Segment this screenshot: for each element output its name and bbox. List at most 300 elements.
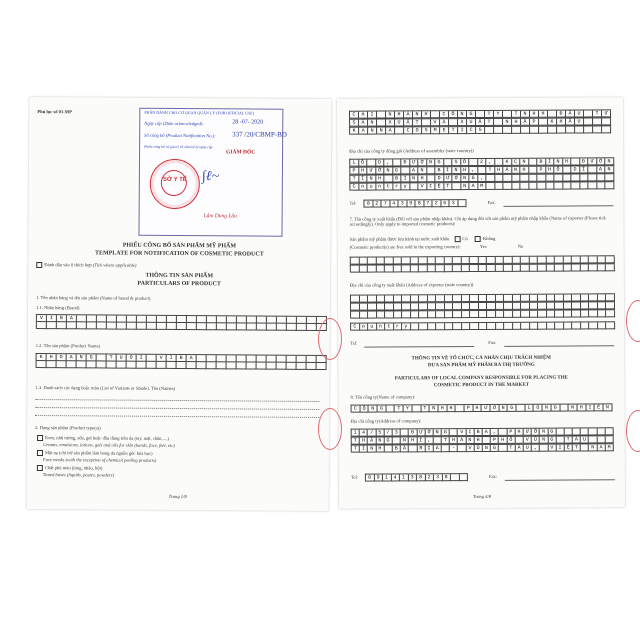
grid-cell	[57, 361, 67, 368]
grid-cell: H	[512, 119, 521, 126]
grid-cell: H	[520, 167, 529, 174]
grid-cell: V	[466, 445, 474, 452]
grid-cell	[581, 444, 589, 451]
grid-cell: /	[384, 429, 392, 436]
grid-cell: 4	[360, 430, 368, 437]
grid-cell	[247, 316, 257, 323]
question-1-1: 1.1. Nhãn hàng (Brand)	[35, 305, 80, 311]
grid-cell: A	[434, 445, 442, 452]
grid-cell	[410, 295, 419, 302]
grid-cell	[563, 295, 572, 302]
fax-line	[504, 345, 614, 347]
grid-cell	[563, 265, 572, 272]
grid-cell	[217, 316, 227, 323]
validity-label: Phiếu công bố có giá trị 05 năm kể từ ngày cấp	[144, 144, 213, 150]
grid-cell: C	[440, 111, 449, 118]
grid-cell	[548, 127, 557, 134]
grid-cell	[530, 127, 539, 134]
fax-label: Fax:	[487, 199, 496, 205]
grid-cell: N	[368, 120, 377, 127]
grid-cell	[297, 317, 307, 324]
grid-cell	[512, 175, 521, 182]
tick-note-text: Đánh dấu vào ô thích hợp	[44, 262, 92, 268]
grid-cell: H	[563, 159, 572, 166]
grid-cell	[453, 323, 462, 330]
grid-cell: N	[77, 354, 87, 361]
grid-cell	[359, 258, 368, 265]
grid-cell	[402, 257, 411, 264]
grid-cell	[566, 127, 575, 134]
grid-cell	[530, 323, 539, 330]
grid-cell	[427, 265, 436, 272]
grid-cell	[555, 265, 564, 272]
grid-cell: Á	[404, 111, 413, 118]
grid-cell	[384, 445, 392, 452]
grid-cell	[499, 445, 507, 452]
grid-cell: Ư	[444, 175, 453, 182]
grid-cell	[556, 437, 564, 444]
grid-cell	[257, 317, 267, 324]
section-title-en: PARTICULARS OF PRODUCT	[137, 280, 221, 288]
grid-cell	[495, 175, 504, 182]
grid-cell: N	[376, 438, 384, 445]
fax-label-2: Fax:	[488, 339, 497, 345]
grid-cell: N	[466, 437, 474, 444]
grid-cell: H	[475, 437, 483, 444]
option-1-en: Creams, emulsions, lotions, gels and oils for skin (hands, face, feet, etc)	[42, 442, 175, 448]
grid-cell	[307, 356, 317, 363]
grid-cell: u	[367, 184, 376, 191]
grid-cell: H	[422, 111, 431, 118]
grid-cell	[97, 322, 107, 329]
grid-cell	[547, 323, 556, 330]
grid-cell	[436, 257, 445, 264]
char-grid	[349, 181, 614, 190]
grid-cell	[476, 111, 485, 118]
grid-cell: U	[117, 355, 127, 362]
grid-cell: I	[458, 127, 467, 134]
grid-cell: ,	[425, 437, 433, 444]
grid-cell: T	[421, 405, 430, 412]
grid-cell: N	[605, 166, 614, 173]
grid-cell	[427, 257, 436, 264]
grid-cell: B	[393, 445, 401, 452]
grid-cell: H	[495, 167, 504, 174]
grid-cell: S	[422, 127, 431, 134]
section-en-2: COSMETIC PRODUCT IN THE MARKET	[433, 382, 530, 389]
grid-cell: Ư	[410, 159, 419, 166]
grid-cell	[521, 257, 530, 264]
grid-cell: I	[466, 429, 474, 436]
grid-cell: S	[350, 120, 359, 127]
grid-cell	[520, 183, 529, 190]
grid-cell	[436, 265, 445, 272]
grid-cell: V	[548, 445, 556, 452]
grid-cell	[461, 257, 470, 264]
grid-cell	[77, 315, 87, 322]
grid-cell	[412, 405, 421, 412]
grid-cell	[419, 257, 428, 264]
grid-cell	[427, 175, 436, 182]
grid-cell	[537, 175, 546, 182]
grid-cell: H	[359, 112, 368, 119]
grid-cell	[97, 354, 107, 361]
grid-cell	[67, 361, 77, 368]
grid-cell: G	[548, 437, 556, 444]
option-3	[37, 465, 103, 471]
grid-cell	[530, 311, 539, 318]
grid-cell: H	[530, 111, 539, 118]
grid-cell	[487, 295, 496, 302]
tel-line	[364, 346, 474, 348]
grid-cell	[419, 303, 428, 310]
grid-cell: 8	[442, 474, 451, 481]
grid-cell	[597, 264, 606, 271]
grid-cell	[593, 126, 602, 133]
grid-cell: N	[434, 429, 442, 436]
grid-cell	[402, 311, 411, 318]
grid-cell	[495, 159, 504, 166]
grid-cell: I	[167, 355, 177, 362]
grid-cell	[157, 323, 167, 330]
grid-cell	[197, 316, 207, 323]
grid-cell	[584, 126, 593, 133]
grid-cell	[598, 310, 607, 317]
grid-cell	[606, 322, 615, 329]
checkbox-icon	[37, 450, 43, 456]
grid-cell	[287, 363, 297, 370]
grid-cell: Đ	[401, 159, 410, 166]
grid-cell: I	[427, 183, 436, 190]
grid-cell: E	[440, 127, 449, 134]
char-grid	[350, 321, 615, 330]
grid-cell	[167, 362, 177, 369]
grid-cell: 7	[381, 200, 390, 207]
grid-cell	[227, 362, 237, 369]
grid-cell	[436, 311, 445, 318]
grid-cell	[547, 311, 556, 318]
grid-cell	[419, 311, 428, 318]
assembler-address-label: Địa chỉ của công ty đóng gói (Address of assembler (state country))	[349, 148, 474, 154]
grid-cell	[368, 258, 377, 265]
grid-cell	[307, 317, 317, 324]
grid-cell: P	[491, 437, 499, 444]
grid-cell: A	[597, 444, 605, 451]
grid-cell: N	[605, 158, 614, 165]
grid-cell: Ậ	[521, 119, 530, 126]
grid-cell	[359, 296, 368, 303]
grid-cell	[377, 111, 386, 118]
grid-cell	[359, 266, 368, 273]
grid-cell	[247, 323, 257, 330]
grid-cell	[207, 355, 217, 362]
grid-cell	[147, 323, 157, 330]
grid-cell: N	[499, 405, 508, 412]
notification-number-value: 337 /20/CBMP-BD	[232, 130, 287, 139]
grid-cell: Ố	[461, 159, 470, 166]
grid-cell	[537, 183, 546, 190]
grid-cell: r	[394, 323, 403, 330]
option-2-text: Mặt nạ (chỉ trừ sản phẩm làm bong da nguồn gốc hóa học)	[44, 450, 153, 456]
grid-cell: o	[359, 184, 368, 191]
grid-cell	[602, 126, 611, 133]
grid-cell	[445, 303, 454, 310]
grid-cell	[453, 303, 462, 310]
grid-cell	[470, 323, 479, 330]
grid-cell: L	[525, 405, 534, 412]
tel-label-3: Tel:	[350, 474, 359, 480]
official-seal-icon	[150, 159, 200, 209]
grid-cell: Đ	[409, 429, 417, 436]
grid-cell	[167, 323, 177, 330]
question-7b-text: Sản phẩm mỹ phẩm được lưu hành tại nước xuất khẩu	[349, 236, 450, 242]
grid-cell	[237, 362, 247, 369]
grid-cell	[598, 322, 607, 329]
grid-cell	[589, 264, 598, 271]
grid-cell: T	[573, 444, 581, 451]
grid-cell: Ê	[595, 404, 604, 411]
grid-cell: Ư	[417, 429, 425, 436]
grid-cell	[351, 304, 360, 311]
grid-cell	[117, 362, 127, 369]
grid-cell: 3	[434, 474, 443, 481]
grid-cell	[77, 361, 87, 368]
grid-cell	[546, 183, 555, 190]
grid-cell	[409, 445, 417, 452]
grid-cell	[257, 324, 267, 331]
grid-cell	[495, 265, 504, 272]
grid-cell: T	[107, 354, 117, 361]
grid-cell	[367, 160, 376, 167]
grid-cell: n	[377, 324, 386, 331]
grid-cell: H	[515, 429, 523, 436]
grid-cell	[504, 265, 513, 272]
grid-cell: O	[413, 127, 422, 134]
grid-cell: A	[67, 315, 77, 322]
grid-cell: N	[483, 445, 491, 452]
grid-cell	[402, 303, 411, 310]
section-en-1: PARTICULARS OF LOCAL COMPANY RESPONSIBLE FOR PLACING THE	[394, 375, 569, 382]
grid-cell: H	[409, 437, 417, 444]
grid-cell	[393, 295, 402, 302]
question-7c	[350, 244, 524, 250]
grid-cell	[478, 257, 487, 264]
grid-cell: V	[524, 437, 532, 444]
grid-cell: D	[435, 175, 444, 182]
grid-cell	[87, 322, 97, 329]
grid-cell	[521, 303, 530, 310]
grid-cell: G	[508, 405, 517, 412]
grid-cell	[589, 256, 598, 263]
grid-cell: Ờ	[532, 429, 540, 436]
grid-cell: 2	[432, 200, 441, 207]
grid-cell: V	[431, 119, 440, 126]
grid-cell	[377, 304, 386, 311]
grid-cell: K	[37, 354, 47, 361]
edge-seal-icon	[318, 318, 342, 360]
grid-cell	[67, 322, 77, 329]
grid-cell	[237, 316, 247, 323]
grid-cell: 2	[478, 159, 487, 166]
grid-cell: G	[87, 354, 97, 361]
grid-cell: N	[543, 405, 552, 412]
grid-cell	[428, 303, 437, 310]
grid-cell	[529, 295, 538, 302]
grid-cell	[580, 302, 589, 309]
grid-cell	[57, 322, 67, 329]
grid-cell	[580, 264, 589, 271]
grid-cell	[445, 323, 454, 330]
grid-cell: Ì	[444, 167, 453, 174]
grid-cell: C	[350, 112, 359, 119]
grid-cell: H	[47, 354, 57, 361]
grid-cell	[368, 296, 377, 303]
grid-cell: 3	[398, 200, 407, 207]
grid-cell: Ệ	[435, 183, 444, 190]
grid-cell: 8	[415, 200, 424, 207]
grid-cell	[483, 437, 491, 444]
grid-cell: N	[512, 167, 521, 174]
grid-cell	[548, 111, 557, 118]
exporter-address-grid	[337, 97, 623, 98]
grid-cell: K	[350, 128, 359, 135]
yes-label: Có	[462, 236, 468, 242]
grid-cell	[572, 302, 581, 309]
grid-cell	[376, 258, 385, 265]
grid-cell	[512, 257, 521, 264]
grid-cell	[385, 311, 394, 318]
grid-cell: À	[573, 436, 581, 443]
grid-cell: 9	[407, 200, 416, 207]
grid-cell	[504, 311, 513, 318]
grid-cell	[529, 303, 538, 310]
grid-cell	[606, 294, 615, 301]
grid-cell: Ẩ	[566, 119, 575, 126]
grid-cell	[539, 119, 548, 126]
grid-cell	[589, 294, 598, 301]
edge-seal-icon	[318, 408, 342, 450]
product-name-grid	[36, 353, 327, 370]
right-document-page	[337, 97, 625, 508]
grid-cell	[538, 311, 547, 318]
grid-cell	[444, 265, 453, 272]
grid-cell	[572, 322, 581, 329]
grid-cell	[487, 323, 496, 330]
grid-cell: N	[418, 167, 427, 174]
grid-cell	[597, 294, 606, 301]
option-1-text: Kem, nhũ tương, sữa, gel hoặc dầu dùng trên da (tay, mặt, chân,....)	[45, 435, 169, 441]
grid-cell	[597, 182, 606, 189]
grid-cell	[538, 303, 547, 310]
grid-cell	[529, 257, 538, 264]
question-2: 2. Dạng sản phẩm (Product type(s))	[35, 424, 101, 431]
grid-cell	[37, 361, 47, 368]
grid-cell	[147, 316, 157, 323]
question-8: 8. Tên công ty(Name of company):	[350, 394, 416, 400]
grid-cell	[589, 310, 598, 317]
grid-cell: t	[384, 183, 393, 190]
grid-cell	[257, 356, 267, 363]
grid-cell	[606, 310, 615, 317]
grid-cell	[87, 361, 97, 368]
grid-cell: B	[474, 429, 482, 436]
grid-cell	[47, 361, 57, 368]
grid-cell	[422, 119, 431, 126]
grid-cell	[529, 167, 538, 174]
grid-cell	[580, 174, 589, 181]
grid-cell: À	[401, 445, 409, 452]
grid-cell	[555, 311, 564, 318]
grid-cell: N	[384, 167, 393, 174]
grid-cell	[376, 296, 385, 303]
grid-cell: 1	[400, 474, 409, 481]
grid-cell: A	[187, 355, 197, 362]
grid-cell	[462, 323, 471, 330]
grid-cell: T	[485, 111, 494, 118]
grid-cell	[434, 437, 442, 444]
page-number: Trang 1/8	[168, 493, 187, 500]
grid-cell: U	[581, 436, 589, 443]
company-name-grid	[337, 97, 623, 98]
grid-cell: V	[458, 429, 466, 436]
left-document-page	[27, 97, 332, 511]
grid-cell	[267, 317, 277, 324]
grid-cell	[560, 405, 569, 412]
grid-cell	[450, 429, 458, 436]
grid-cell: H	[539, 111, 548, 118]
grid-cell	[394, 303, 403, 310]
grid-cell: 4	[391, 474, 400, 481]
grid-cell: Ư	[367, 168, 376, 175]
company-address-grid	[337, 97, 623, 98]
grid-cell: 1	[383, 474, 392, 481]
grid-cell	[521, 295, 530, 302]
grid-cell: B	[177, 355, 187, 362]
grid-cell: N	[427, 159, 436, 166]
grid-cell: I	[368, 112, 377, 119]
grid-cell	[287, 317, 297, 324]
grid-cell: N	[458, 111, 467, 118]
question-1: 1. Tên nhãn hàng và tên sản phẩm (Name of brand & product)	[36, 295, 151, 301]
grid-cell: T	[444, 183, 453, 190]
grid-cell	[77, 322, 87, 329]
grid-cell: o	[360, 324, 369, 331]
grid-cell	[575, 126, 584, 133]
exporter-address-label: Địa chỉ của công ty xuất khẩu (Address of exporter (state country))	[349, 282, 474, 288]
grid-cell: I	[137, 355, 147, 362]
grid-cell	[217, 355, 227, 362]
grid-cell	[368, 304, 377, 311]
section-vn-2: ĐƯA SẢN PHẨM MỸ PHẨM RA THỊ TRƯỜNG	[427, 362, 535, 369]
grid-cell: 2	[373, 201, 382, 208]
grid-cell	[503, 127, 512, 134]
section-title-vn: THÔNG TIN SẢN PHẨM	[145, 272, 214, 280]
grid-cell	[597, 436, 605, 443]
grid-cell: Ũ	[532, 437, 540, 444]
dotted-line	[35, 407, 319, 410]
grid-cell	[512, 265, 521, 272]
grid-cell	[410, 183, 419, 190]
tel-label: Tel:	[349, 200, 357, 206]
grid-cell	[461, 265, 470, 272]
grid-cell: Ô	[449, 111, 458, 118]
grid-cell	[307, 324, 317, 331]
grid-cell: Ệ	[565, 445, 573, 452]
grid-cell	[554, 183, 563, 190]
grid-cell	[377, 119, 386, 126]
grid-cell: 0	[366, 475, 375, 482]
grid-cell	[436, 323, 445, 330]
